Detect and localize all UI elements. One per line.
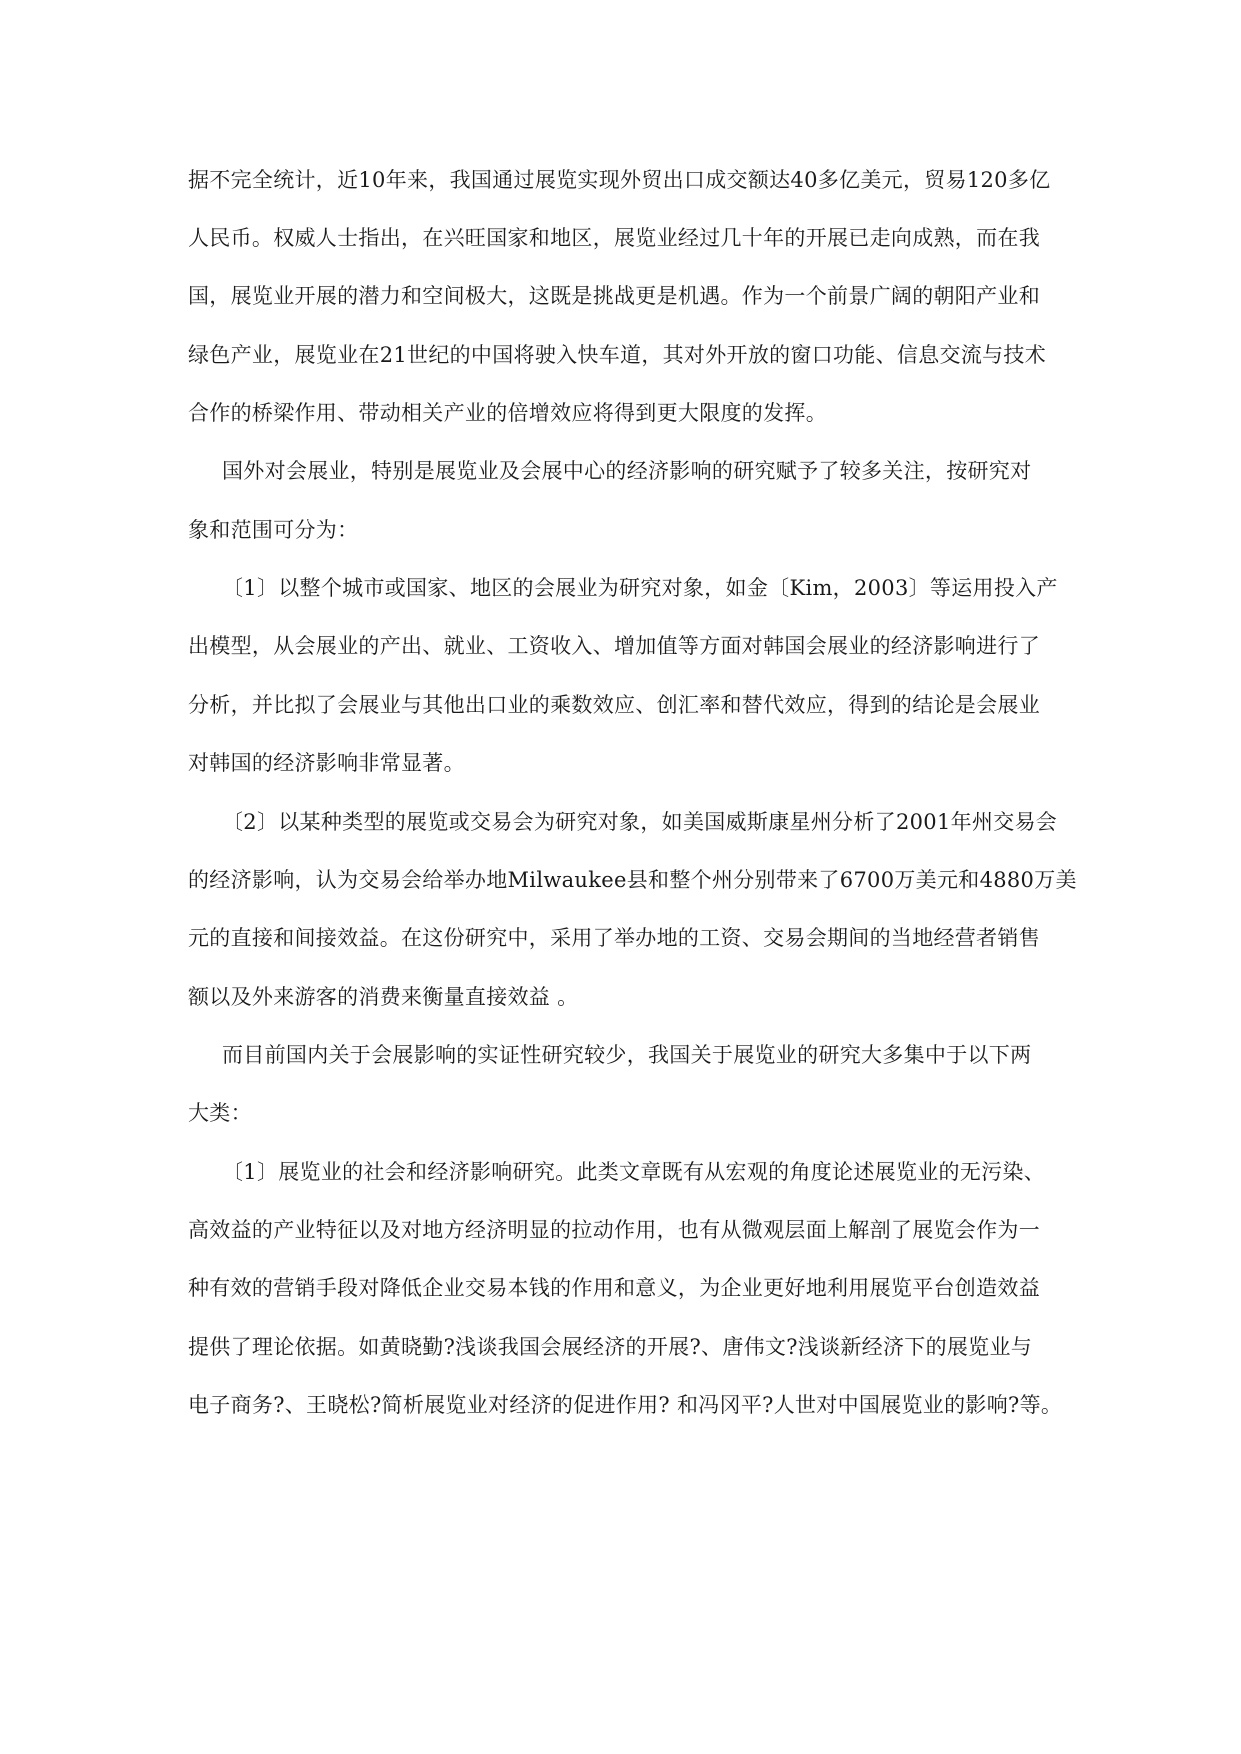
text-line-13: 的经济影响，认为交易会给举办地Milwaukee县和整个州分别带来了6700万美元和4880万美 [188,868,1077,892]
paragraph-start-line: 国外对会展业，特别是展览业及会展中心的经济影响的研究赋予了较多关注，按研究对 [222,459,1032,483]
text-line-21: 提供了理论依据。如黄晓勤?浅谈我国会展经济的开展?、唐伟文?浅谈新经济下的展览业与 [188,1335,1033,1359]
text-line-20: 种有效的营销手段对降低企业交易本钱的作用和意义，为企业更好地利用展览平台创造效益 [188,1276,1040,1300]
text-line-19: 高效益的产业特征以及对地方经济明显的拉动作用，也有从微观层面上解剖了展览会作为一 [188,1218,1040,1242]
list-item-1-line: 〔1〕以整个城市或国家、地区的会展业为研究对象，如金〔Kim，2003〕等运用投入产 [222,576,1058,600]
text-line-15: 额以及外来游客的消费来衡量直接效益 。 [188,985,579,1009]
text-line-1: 据不完全统计，近10年来，我国通过展览实现外贸出口成交额达40多亿美元，贸易120多亿 [188,168,1051,192]
text-line-22: 电子商务?、王晓松?简析展览业对经济的促进作用? 和冯冈平?人世对中国展览业的影响?等。 [188,1393,1063,1417]
list-item-2-line: 〔2〕以某种类型的展览或交易会为研究对象，如美国威斯康星州分析了2001年州交易会 [222,810,1058,834]
list-item-3-line: 〔1〕展览业的社会和经济影响研究。此类文章既有从宏观的角度论述展览业的无污染、 [222,1160,1046,1184]
text-line-11: 对韩国的经济影响非常显著。 [188,751,465,775]
text-line-5: 合作的桥梁作用、带动相关产业的倍增效应将得到更大限度的发挥。 [188,401,827,425]
text-line-2: 人民币。权威人士指出，在兴旺国家和地区，展览业经过几十年的开展已走向成熟，而在我 [188,226,1040,250]
text-line-7: 象和范围可分为： [188,518,359,542]
text-line-3: 国，展览业开展的潜力和空间极大，这既是挑战更是机遇。作为一个前景广阔的朝阳产业和 [188,284,1040,308]
text-line-9: 出模型，从会展业的产出、就业、工资收入、增加值等方面对韩国会展业的经济影响进行了 [188,634,1040,658]
paragraph-start-line-2: 而目前国内关于会展影响的实证性研究较少，我国关于展览业的研究大多集中于以下两 [222,1043,1032,1067]
text-line-4: 绿色产业，展览业在21世纪的中国将驶入快车道，其对外开放的窗口功能、信息交流与技术 [188,343,1047,367]
text-line-14: 元的直接和间接效益。在这份研究中，采用了举办地的工资、交易会期间的当地经营者销售 [188,926,1040,950]
text-line-10: 分析，并比拟了会展业与其他出口业的乘数效应、创汇率和替代效应，得到的结论是会展业 [188,693,1040,717]
text-line-17: 大类： [188,1101,252,1125]
